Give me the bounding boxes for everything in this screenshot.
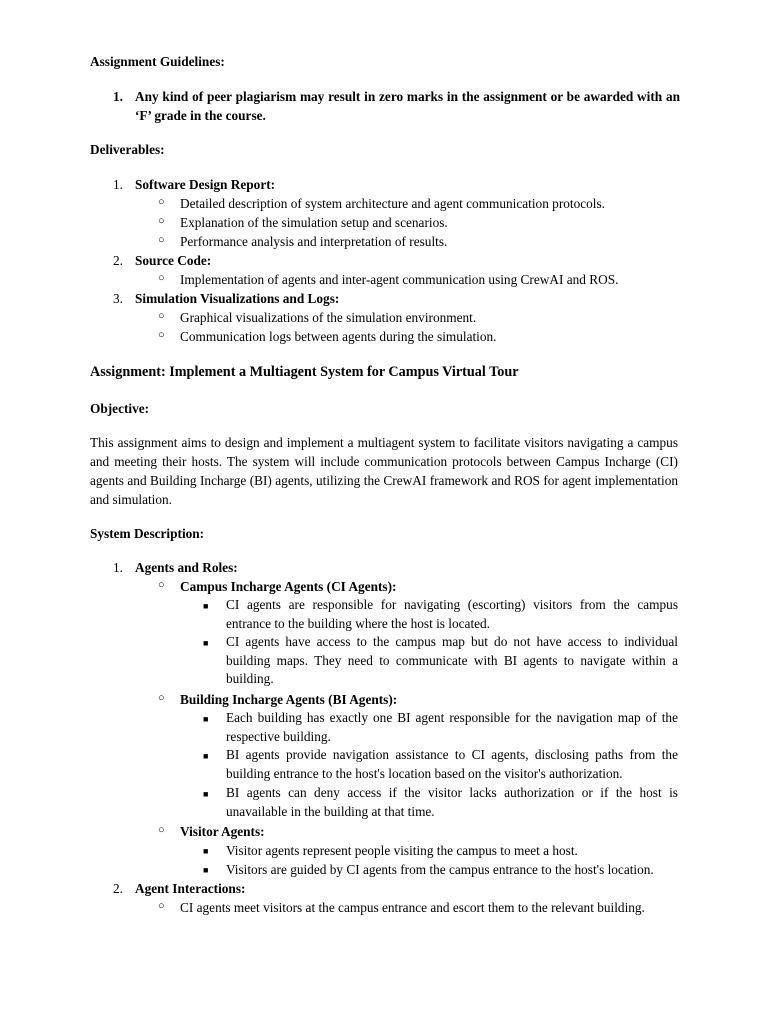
circle-bullet-icon: ○	[158, 900, 165, 912]
agent-point: CI agents are responsible for navigating (escorting) visitors from the campus entrance to the building where the host is located.	[226, 597, 678, 631]
agent-group-title: Building Incharge Agents (BI Agents):	[180, 692, 398, 707]
circle-bullet-icon: ○	[158, 310, 165, 322]
deliverable-number: 3.	[113, 291, 123, 306]
guideline-number: 1.	[113, 89, 123, 104]
deliverable-sub-item: Detailed description of system architecture and agent communication protocols.	[180, 196, 605, 211]
deliverable-sub-item: Communication logs between agents during the simulation.	[180, 329, 497, 344]
circle-bullet-icon: ○	[158, 329, 165, 341]
square-bullet-icon: ■	[203, 638, 209, 648]
deliverable-title: Simulation Visualizations and Logs:	[135, 291, 340, 306]
square-bullet-icon: ■	[203, 789, 209, 799]
system-item-title: Agents and Roles:	[135, 560, 238, 575]
agent-point: CI agents have access to the campus map but do not have access to individual building maps. They need to communicate with BI agents to navigate within a building.	[226, 634, 678, 686]
deliverable-sub-item: Graphical visualizations of the simulation environment.	[180, 310, 477, 325]
system-description-heading: System Description:	[90, 526, 205, 541]
square-bullet-icon: ■	[203, 714, 209, 724]
agent-group-title: Campus Incharge Agents (CI Agents):	[180, 579, 397, 594]
objective-paragraph: This assignment aims to design and implement a multiagent system to facilitate visitors navigating a campus and meeting their hosts. The system will include communication protocols between Campus Incharge (CI) agents and Building Incharge (BI) agents, utilizing the CrewAI framework and ROS for agent implementation and simulation.	[90, 435, 678, 507]
deliverable-sub-item: Implementation of agents and inter-agent communication using CrewAI and ROS.	[180, 272, 619, 287]
circle-bullet-icon: ○	[158, 234, 165, 246]
system-item-number: 2.	[113, 881, 123, 896]
circle-bullet-icon: ○	[158, 272, 165, 284]
interaction-sub-item: CI agents meet visitors at the campus entrance and escort them to the relevant building.	[180, 900, 645, 915]
deliverable-number: 2.	[113, 253, 123, 268]
agent-point: Visitors are guided by CI agents from the campus entrance to the host's location.	[226, 862, 654, 877]
guideline-text: Any kind of peer plagiarism may result in zero marks in the assignment or be awarded with an ‘F’ grade in the course.	[135, 89, 680, 123]
deliverable-title: Source Code:	[135, 253, 212, 268]
deliverable-sub-item: Performance analysis and interpretation of results.	[180, 234, 448, 249]
circle-bullet-icon: ○	[158, 692, 165, 704]
square-bullet-icon: ■	[203, 865, 209, 875]
square-bullet-icon: ■	[203, 601, 209, 611]
deliverable-number: 1.	[113, 177, 123, 192]
square-bullet-icon: ■	[203, 751, 209, 761]
agent-point: BI agents can deny access if the visitor lacks authorization or if the host is unavailable in the building at that time.	[226, 785, 678, 819]
system-item-number: 1.	[113, 560, 123, 575]
agent-point: Each building has exactly one BI agent responsible for the navigation map of the respective building.	[226, 710, 678, 744]
system-item-title: Agent Interactions:	[135, 881, 246, 896]
objective-heading: Objective:	[90, 401, 150, 416]
assignment-title: Assignment: Implement a Multiagent System for Campus Virtual Tour	[90, 364, 519, 380]
circle-bullet-icon: ○	[158, 215, 165, 227]
deliverables-heading: Deliverables:	[90, 142, 165, 157]
agent-group-title: Visitor Agents:	[180, 824, 265, 839]
agent-point: Visitor agents represent people visiting the campus to meet a host.	[226, 843, 578, 858]
deliverable-sub-item: Explanation of the simulation setup and scenarios.	[180, 215, 448, 230]
deliverable-title: Software Design Report:	[135, 177, 276, 192]
circle-bullet-icon: ○	[158, 579, 165, 591]
square-bullet-icon: ■	[203, 846, 209, 856]
circle-bullet-icon: ○	[158, 824, 165, 836]
circle-bullet-icon: ○	[158, 196, 165, 208]
guidelines-heading: Assignment Guidelines:	[90, 54, 225, 69]
agent-point: BI agents provide navigation assistance to CI agents, disclosing paths from the building entrance to the host's location based on the visitor's authorization.	[226, 747, 678, 781]
